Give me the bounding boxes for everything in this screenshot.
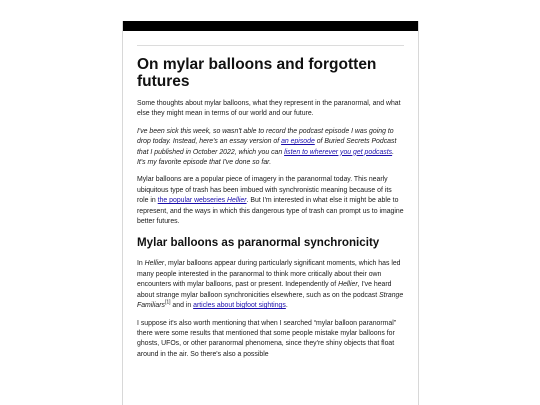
footnote-link[interactable]: [1] [164,299,171,306]
divider [137,45,404,46]
p2-text-4: and in [170,302,194,310]
p2-text-2: , mylar balloons appear during particularly significant moments, which has led many people interested in the paranormal to think more critically about their own encounters with mylar balloons, past or present. Independently of [137,260,401,289]
p1-text-2: . But I'm interested in what else it might be able to represent, and the ways in which this dangerous type of trash can prompt us to imagine better futures. [137,197,404,226]
article-content [123,45,418,360]
author-note [137,127,404,169]
p2-text-5: . [285,302,288,310]
podcast-link[interactable]: listen to wherever you get podcasts [284,148,393,156]
note-text-2: of Buried Secrets Podcast that I published in October 2022, which you can [137,138,397,156]
hellier-link-title: Hellier [227,197,247,205]
top-bar [123,21,418,31]
p2-italic-2: Hellier [338,281,358,289]
section-heading: Mylar balloons as paranormal synchronicity [137,236,380,250]
note-text-3: . It's my favorite episode that I've done so far. [137,148,395,167]
p2-italic-1: Hellier [144,260,165,268]
p2-italic-3: Strange Familiars [137,291,404,310]
episode-link[interactable]: an episode [281,138,315,146]
note-text-1: I've been sick this week, so wasn't able to record the podcast episode I was going to drop today. Instead, here's an essay version of [137,127,394,146]
article-page [122,21,419,405]
article-title: On mylar balloons and forgotten futures [137,56,377,90]
paragraph-search: I suppose it's also worth mentioning that when I searched “mylar balloon paranormal” there were some results that mentioned that some people mistake mylar balloons for ghosts, UFOs, or other paranormal phenomena, since they're shiny objects that float around in the air. So there's also a possible [137,319,397,358]
p1-text-1: Mylar balloons are a popular piece of imagery in the paranormal today. This nearly ubiquitous type of trash has been imbued with synchronistic meaning because of its role in [137,176,392,205]
p2-text-1: In [137,260,145,268]
bigfoot-articles-link[interactable]: articles about bigfoot sightings [193,302,286,310]
p2-text-3: , I've heard about strange mylar balloon synchronicities elsewhere, such as on the podcast [137,281,392,299]
paragraph-intro [137,175,404,227]
article-subtitle: Some thoughts about mylar balloons, what they represent in the paranormal, and what else they might mean in terms of our world and our future. [137,100,401,118]
paragraph-synchronicity [137,259,404,311]
hellier-link[interactable] [158,197,247,204]
hellier-link-text: the popular webseries [157,197,228,205]
